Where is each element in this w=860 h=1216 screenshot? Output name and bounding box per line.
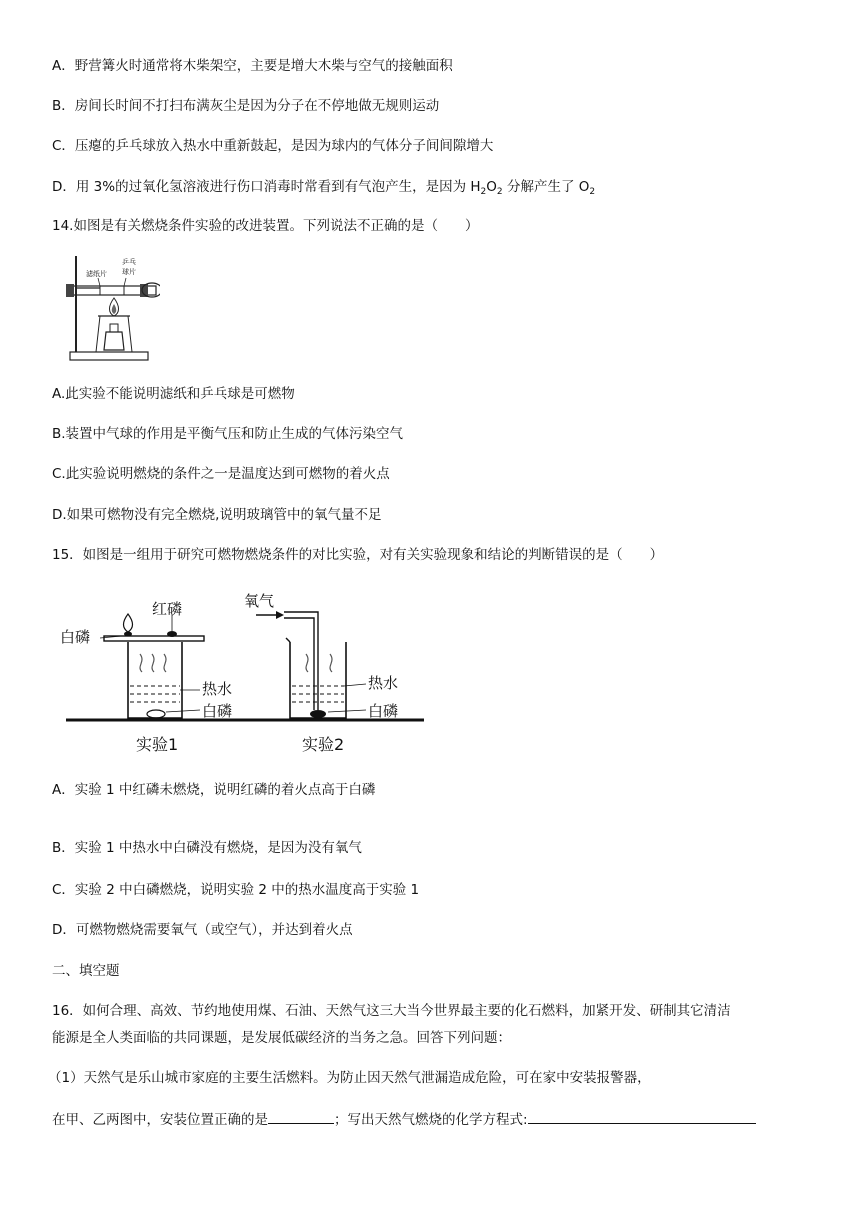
q13-option-d-sub2: 2 bbox=[496, 187, 503, 197]
answer-blank-position[interactable] bbox=[268, 1109, 334, 1124]
q16-stem-line2: 能源是全人类面临的共同课题，是发展低碳经济的当务之急。回答下列问题： bbox=[52, 1030, 511, 1046]
q13-option-c: C．压瘪的乒乓球放入热水中重新鼓起，是因为球内的气体分子间间隙增大 bbox=[52, 138, 494, 154]
q16-sub1-line2 bbox=[52, 1109, 756, 1130]
q13-option-d-mid: O bbox=[486, 179, 497, 195]
q15-label-white-phosphorus-top: 白磷 bbox=[60, 628, 91, 646]
q14-option-b: B.装置中气球的作用是平衡气压和防止生成的气体污染空气 bbox=[52, 426, 404, 442]
q16-sub1-text-a: 在甲、乙两图中，安装位置正确的是 bbox=[52, 1112, 268, 1128]
q16-sub1-text-b: ；写出天然气燃烧的化学方程式: bbox=[334, 1112, 528, 1128]
q15-label-hot-water-2: 热水 bbox=[368, 674, 399, 692]
q14-apparatus-svg bbox=[60, 250, 160, 366]
q15-stem: 15．如图是一组用于研究可燃物燃烧条件的对比实验，对有关实验现象和结论的判断错误的是（ ） bbox=[52, 547, 664, 563]
q15-caption-exp2: 实验2 bbox=[302, 735, 345, 754]
q13-option-d-sub3: 2 bbox=[589, 187, 596, 197]
answer-blank-equation[interactable] bbox=[528, 1109, 756, 1124]
q13-option-d-suffix: 分解产生了 O bbox=[502, 179, 590, 195]
q13-option-d-sub1: 2 bbox=[480, 187, 487, 197]
q16-sub1-line1: （1）天然气是乐山城市家庭的主要生活燃料。为防止因天然气泄漏造成危险，可在家中安装报警器， bbox=[48, 1070, 651, 1086]
q16-stem-line1: 16．如何合理、高效、节约地使用煤、石油、天然气这三大当今世界最主要的化石燃料，加紧开发、研制其它清洁 bbox=[52, 1003, 731, 1019]
q14-label-pingpong-2: 球片 bbox=[122, 268, 136, 276]
q15-caption-exp1: 实验1 bbox=[136, 735, 179, 754]
q13-option-d-prefix: D．用 3%的过氧化氢溶液进行伤口消毒时常看到有气泡产生，是因为 H bbox=[52, 179, 481, 195]
q15-experiment-svg bbox=[56, 590, 428, 760]
q14-label-filter-paper: 滤纸片 bbox=[86, 270, 107, 278]
q15-option-a: A．实验 1 中红磷未燃烧，说明红磷的着火点高于白磷 bbox=[52, 782, 376, 798]
q15-experiment-figure bbox=[56, 590, 428, 764]
q14-option-d: D.如果可燃物没有完全燃烧,说明玻璃管中的氧气量不足 bbox=[52, 507, 382, 523]
q13-option-a: A．野营篝火时通常将木柴架空，主要是增大木柴与空气的接触面积 bbox=[52, 58, 453, 74]
q15-option-d: D．可燃物燃烧需要氧气（或空气），并达到着火点 bbox=[52, 922, 353, 938]
section-title-fill-in: 二、填空题 bbox=[52, 963, 120, 979]
q14-apparatus-figure bbox=[60, 250, 160, 370]
q15-label-red-phosphorus: 红磷 bbox=[152, 600, 183, 618]
q14-option-a: A.此实验不能说明滤纸和乒乓球是可燃物 bbox=[52, 386, 295, 402]
q15-option-b: B．实验 1 中热水中白磷没有燃烧，是因为没有氧气 bbox=[52, 840, 362, 856]
q14-option-c: C.此实验说明燃烧的条件之一是温度达到可燃物的着火点 bbox=[52, 466, 390, 482]
q15-label-oxygen: 氧气 bbox=[244, 592, 275, 610]
q13-option-d bbox=[52, 177, 595, 202]
q15-option-c: C．实验 2 中白磷燃烧，说明实验 2 中的热水温度高于实验 1 bbox=[52, 882, 420, 898]
q15-label-hot-water-1: 热水 bbox=[202, 680, 233, 698]
q15-label-white-phosphorus-1: 白磷 bbox=[202, 702, 233, 720]
q15-label-white-phosphorus-2: 白磷 bbox=[368, 702, 399, 720]
q14-label-pingpong-1: 乒乓 bbox=[122, 258, 136, 266]
q14-stem: 14.如图是有关燃烧条件实验的改进装置。下列说法不正确的是（ ） bbox=[52, 218, 479, 234]
q13-option-b: B．房间长时间不打扫布满灰尘是因为分子在不停地做无规则运动 bbox=[52, 98, 440, 114]
